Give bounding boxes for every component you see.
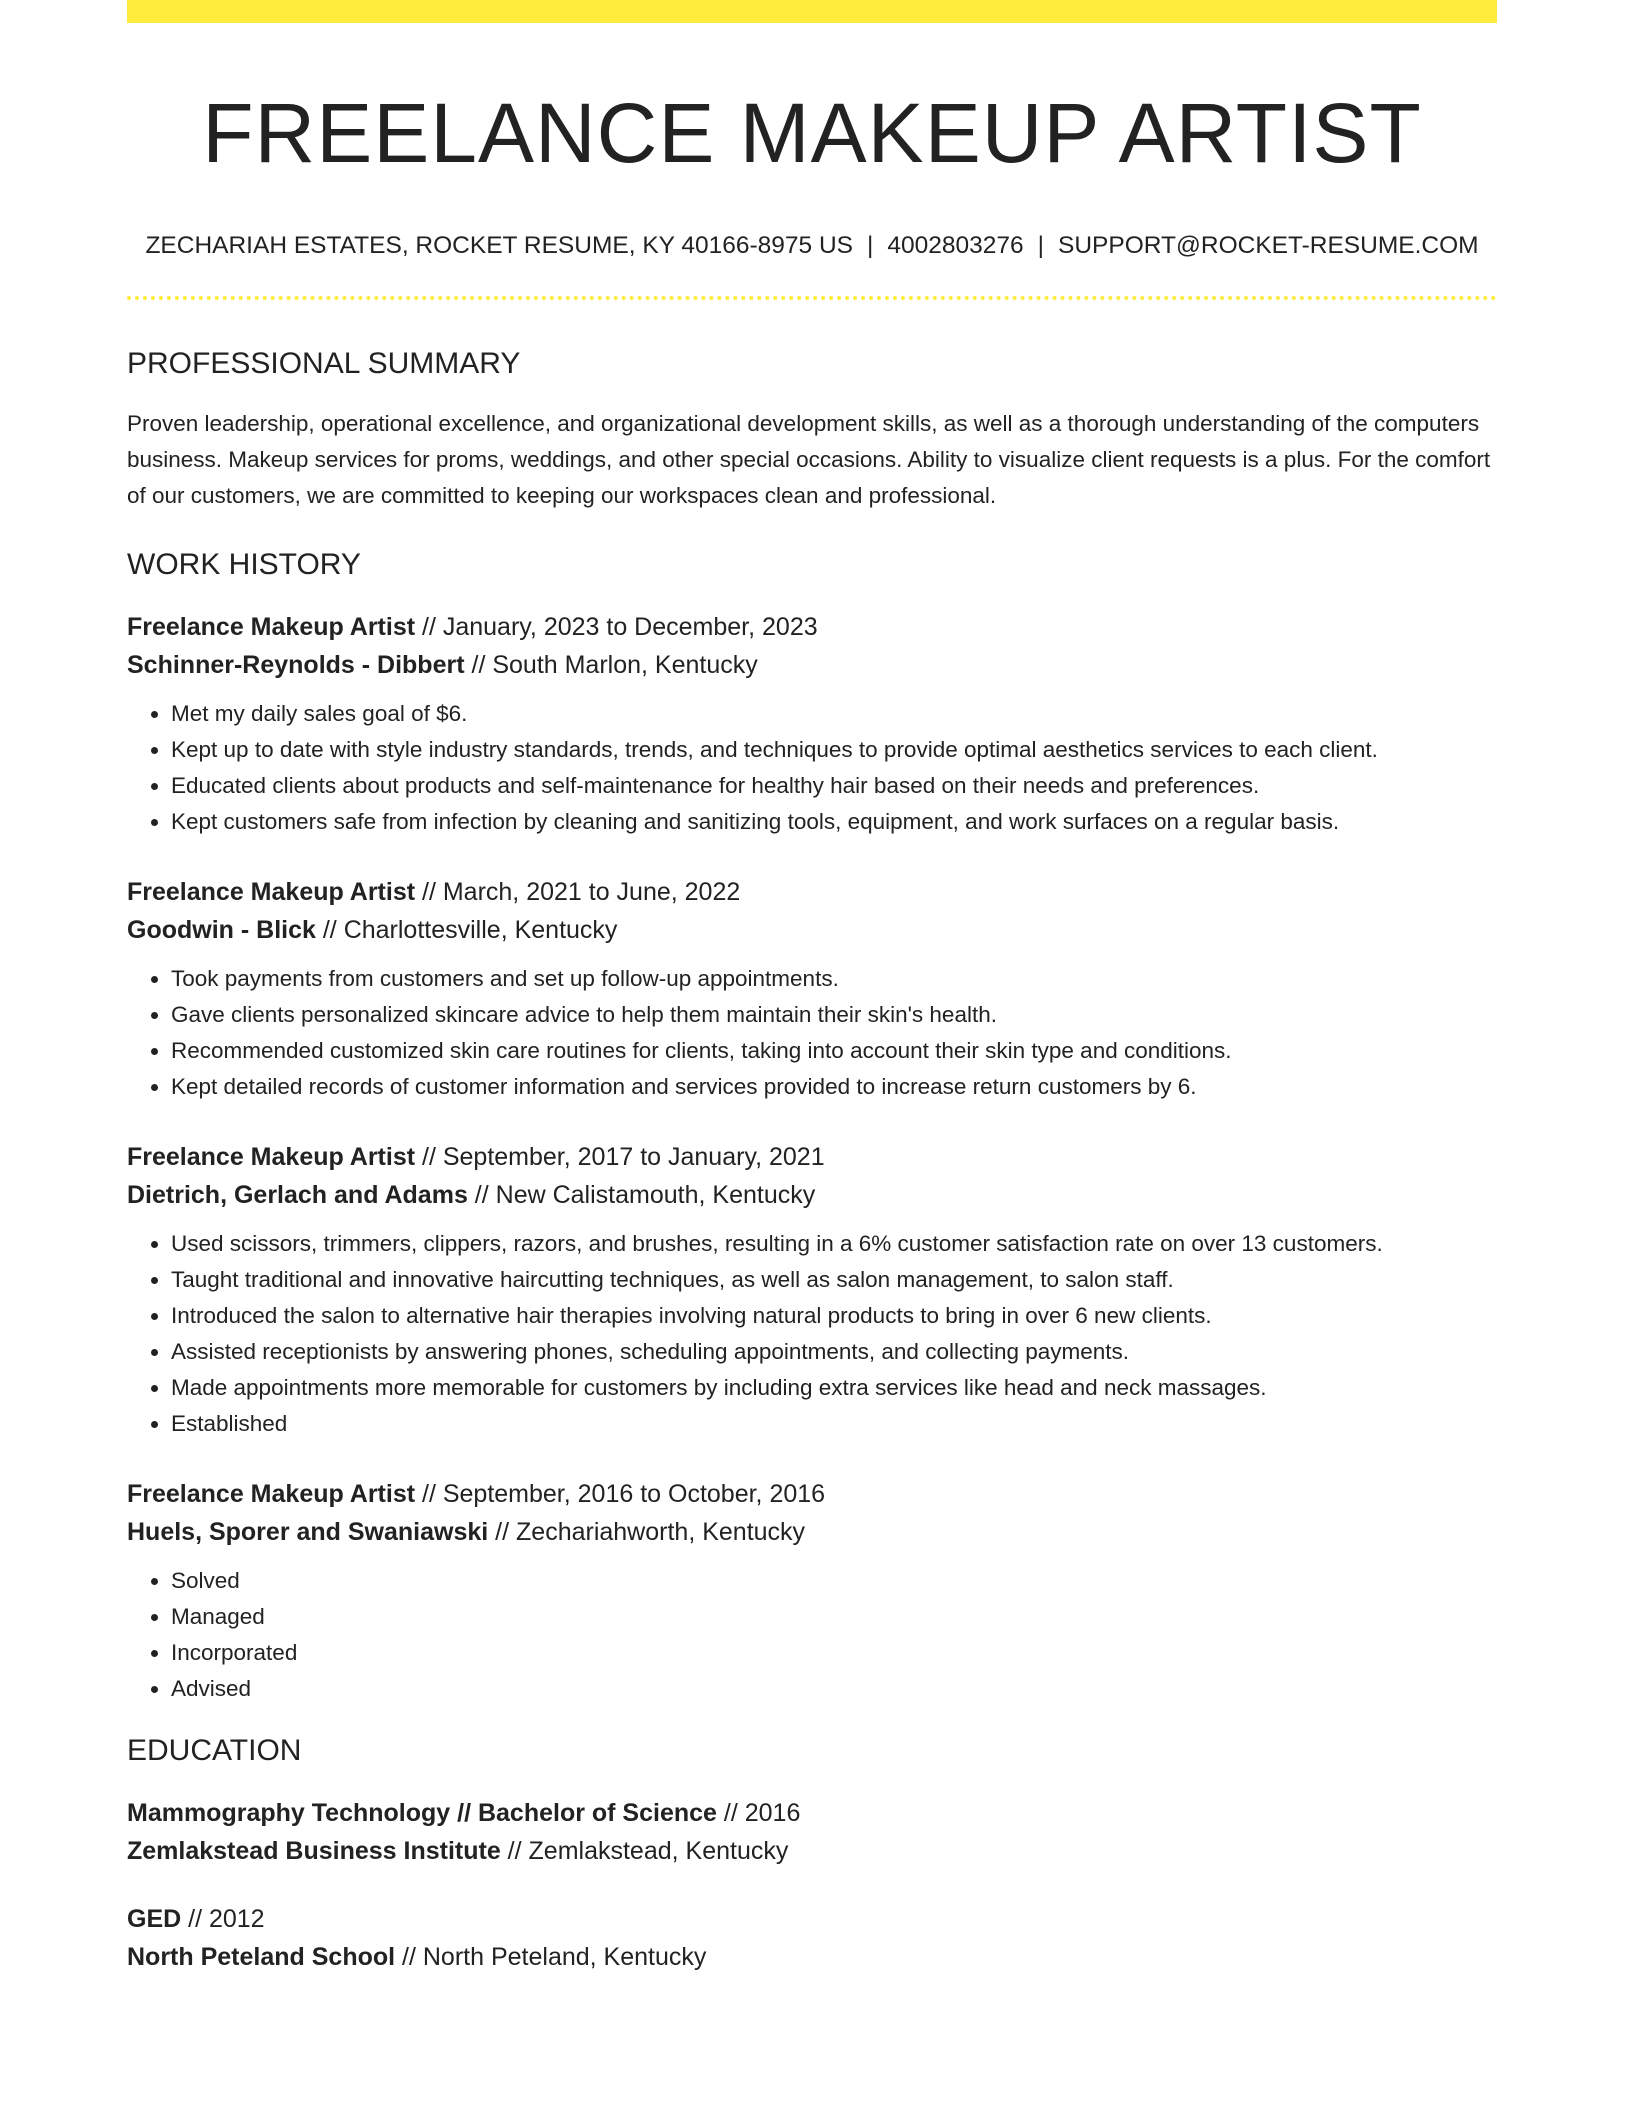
job-bullets — [127, 1563, 1497, 1707]
list-item: • Kept up to date with style industry standards, trends, and techniques to provide optimal aesthetics services to each client. — [171, 732, 1497, 768]
list-item: • Assisted receptionists by answering phones, scheduling appointments, and collecting payments. — [171, 1334, 1497, 1370]
job-bullets — [127, 696, 1497, 840]
list-item: • Recommended customized skin care routines for clients, taking into account their skin type and conditions. — [171, 1033, 1497, 1069]
education-entry — [127, 1900, 1497, 1976]
job-dates: // September, 2017 to January, 2021 — [415, 1142, 825, 1171]
list-item: • Took payments from customers and set up follow-up appointments. — [171, 961, 1497, 997]
job-company: Dietrich, Gerlach and Adams — [127, 1180, 468, 1209]
contact-separator: | — [867, 231, 874, 259]
education-school: Zemlakstead Business Institute — [127, 1836, 501, 1865]
section-title-work-history: WORK HISTORY — [127, 547, 361, 581]
education-year: // 2016 — [716, 1798, 801, 1827]
list-item: • Incorporated — [171, 1635, 1497, 1671]
list-item: • Educated clients about products and self-maintenance for healthy hair based on their needs and preferences. — [171, 768, 1497, 804]
list-item: • Established — [171, 1406, 1497, 1442]
job-company: Goodwin - Blick — [127, 915, 316, 944]
job-company: Schinner-Reynolds - Dibbert — [127, 650, 465, 679]
contact-address: ZECHARIAH ESTATES, ROCKET RESUME, KY 40166-8975 US — [145, 231, 853, 259]
job-company-line — [127, 911, 1497, 949]
job-role: Freelance Makeup Artist — [127, 877, 416, 906]
accent-top-bar — [127, 0, 1497, 23]
job-location: // New Calistamouth, Kentucky — [467, 1180, 816, 1209]
job-dates: // January, 2023 to December, 2023 — [415, 612, 818, 641]
contact-email: SUPPORT@ROCKET-RESUME.COM — [1058, 231, 1479, 259]
contact-separator: | — [1037, 231, 1045, 259]
job-location: // South Marlon, Kentucky — [464, 650, 758, 679]
job-entry — [127, 873, 1497, 1105]
education-year: // 2012 — [181, 1904, 265, 1933]
list-item: • Advised — [171, 1671, 1497, 1707]
dotted-divider — [127, 296, 1497, 300]
education-section — [127, 1733, 1497, 1976]
job-location: // Charlottesville, Kentucky — [315, 915, 618, 944]
education-degree: Mammography Technology // Bachelor of Science — [127, 1798, 717, 1827]
education-school-line — [127, 1938, 1497, 1976]
job-company-line — [127, 1176, 1497, 1214]
job-role: Freelance Makeup Artist — [127, 1479, 416, 1508]
list-item: • Introduced the salon to alternative hair therapies involving natural products to bring in over 6 new clients. — [171, 1298, 1497, 1334]
contact-phone: 4002803276 — [887, 231, 1024, 259]
list-item: • Gave clients personalized skincare advice to help them maintain their skin's health. — [171, 997, 1497, 1033]
job-dates: // September, 2016 to October, 2016 — [415, 1479, 826, 1508]
job-location: // Zechariahworth, Kentucky — [488, 1517, 806, 1546]
resume-page — [127, 0, 1497, 1976]
job-role: Freelance Makeup Artist — [127, 1142, 416, 1171]
job-title-line — [127, 873, 1497, 911]
resume-title: FREELANCE MAKEUP ARTIST — [202, 86, 1422, 180]
contact-line — [127, 230, 1497, 262]
job-company: Huels, Sporer and Swaniawski — [127, 1517, 489, 1546]
list-item: • Met my daily sales goal of $6. — [171, 696, 1497, 732]
summary-section — [127, 346, 1497, 514]
list-item: • Taught traditional and innovative haircutting techniques, as well as salon management, to salon staff. — [171, 1262, 1497, 1298]
section-title-summary: PROFESSIONAL SUMMARY — [127, 346, 521, 380]
job-company-line — [127, 1513, 1497, 1551]
job-title-line — [127, 608, 1497, 646]
list-item: • Managed — [171, 1599, 1497, 1635]
job-dates: // March, 2021 to June, 2022 — [415, 877, 741, 906]
education-school: North Peteland School — [127, 1942, 396, 1971]
job-bullets — [127, 1226, 1497, 1442]
list-item: • Kept customers safe from infection by cleaning and sanitizing tools, equipment, and work surfaces on a regular basis. — [171, 804, 1497, 840]
education-degree: GED — [127, 1904, 182, 1933]
job-title-line — [127, 1138, 1497, 1176]
education-degree-line — [127, 1900, 1497, 1938]
section-title-education: EDUCATION — [127, 1733, 302, 1767]
education-entry — [127, 1794, 1497, 1870]
job-entry — [127, 1138, 1497, 1442]
work-history-section — [127, 547, 1497, 1707]
education-location: // Zemlakstead, Kentucky — [500, 1836, 789, 1865]
job-role: Freelance Makeup Artist — [127, 612, 416, 641]
job-bullets — [127, 961, 1497, 1105]
summary-text: Proven leadership, operational excellence, and organizational development skills, as well as a thorough understanding of the computers business. Makeup services for proms, weddings, and other special occasions. Ability to visualize client requests is a plus. For the comfort of our customers, we are committed to keeping our workspaces clean and professional. — [127, 410, 1491, 508]
list-item: • Used scissors, trimmers, clippers, razors, and brushes, resulting in a 6% customer satisfaction rate on over 13 customers. — [171, 1226, 1497, 1262]
list-item: • Made appointments more memorable for customers by including extra services like head and neck massages. — [171, 1370, 1497, 1406]
education-degree-line — [127, 1794, 1497, 1832]
job-entry — [127, 608, 1497, 840]
education-location: // North Peteland, Kentucky — [395, 1942, 707, 1971]
job-company-line — [127, 646, 1497, 684]
education-school-line — [127, 1832, 1497, 1870]
list-item: • Solved — [171, 1563, 1497, 1599]
job-title-line — [127, 1475, 1497, 1513]
job-entry — [127, 1475, 1497, 1707]
list-item: • Kept detailed records of customer information and services provided to increase return customers by 6. — [171, 1069, 1497, 1105]
